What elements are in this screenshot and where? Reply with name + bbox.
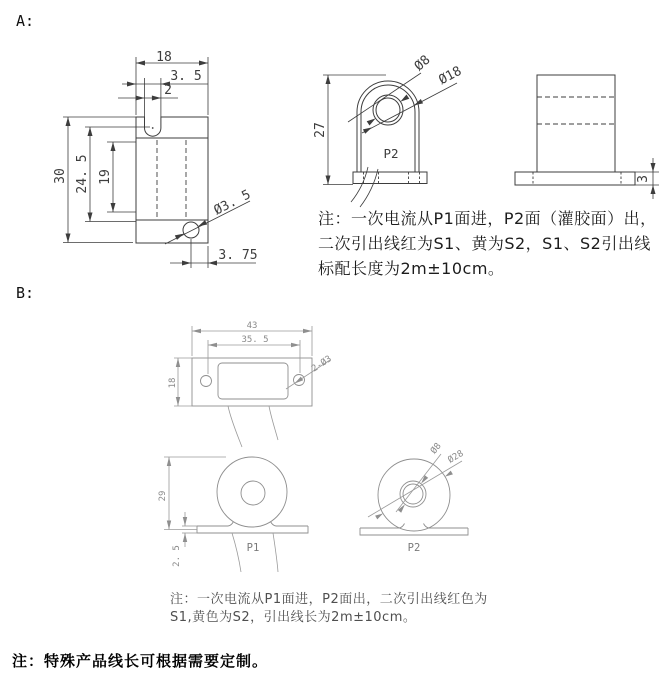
a-dim-inner-height-text: 19 <box>98 169 113 185</box>
a-dim-width-text: 18 <box>156 50 172 65</box>
b-p2-base <box>360 528 468 535</box>
a-side-wire <box>360 169 378 207</box>
a-dim-slot-offset-text: 3. 5 <box>170 69 202 84</box>
a-dim-hole-dia-text: Ø3. 5 <box>211 187 254 219</box>
a-dim-height-text: 30 <box>53 168 68 184</box>
b-p2-base-fillet <box>424 524 430 529</box>
a-side-view <box>313 53 464 207</box>
b-top-window <box>218 363 288 399</box>
b-p2-body-circle <box>378 459 450 531</box>
a-side-core-ring <box>373 95 403 125</box>
a-front-view <box>53 50 258 268</box>
a-dim-base-thickness-text: 3 <box>636 175 651 183</box>
note-b-line1: 注：一次电流从P1面进，P2面出，二次引出线红色为 <box>170 592 488 607</box>
note-a-line1: 注：一次电流从P1面进，P2面（灌胶面）出， <box>318 209 657 228</box>
b-dim-inner-width <box>208 335 300 374</box>
b-top-wire <box>228 406 242 447</box>
b-p1-hole <box>241 481 265 505</box>
b-dim-holes-text: 2-Ø3 <box>310 354 334 375</box>
a-side-base <box>353 172 427 184</box>
b-p1-base-fillet <box>228 522 234 527</box>
b-dim-holes <box>286 353 334 389</box>
b-dim-p1-height <box>158 457 226 530</box>
section-b-label: B: <box>16 284 35 302</box>
b-dim-p1-base-thickness-text: 2. 5 <box>172 545 182 567</box>
b-dim-depth <box>168 358 192 406</box>
b-p1-base-fillet <box>271 522 277 527</box>
b-dim-p1-height-text: 29 <box>158 490 168 502</box>
a-profile-view <box>515 75 659 199</box>
b-dim-width-text: 43 <box>246 321 258 331</box>
a-dim-height <box>53 117 136 243</box>
b-p1-wire <box>232 533 241 572</box>
b-top-mount-hole-left <box>201 376 212 387</box>
note-a <box>318 206 668 281</box>
b-p1-wire <box>273 533 278 572</box>
a-dim-inner-height <box>98 142 136 212</box>
b-top-wire <box>269 406 278 440</box>
a-dim-hole-offset-text: 3. 75 <box>218 248 258 263</box>
note-b <box>170 591 500 627</box>
section-a-label: A: <box>16 12 35 30</box>
note-b-line2: S1,黄色为S2，引出线长为2m±10cm。 <box>170 610 417 625</box>
a-dim-side-height <box>313 75 386 185</box>
b-p1-view <box>158 457 308 572</box>
a-side-core-hole <box>376 98 400 122</box>
b-p2-face-label: P2 <box>407 542 421 554</box>
a-dim-core-dia-text: Ø18 <box>436 63 465 89</box>
footer-note: 注：特殊产品线长可根据需要定制。 <box>12 652 269 670</box>
b-dim-p2-core-dia-text: Ø28 <box>446 448 466 466</box>
a-front-mount-hole <box>183 222 199 238</box>
b-p2-view <box>360 441 468 554</box>
a-dim-body-height-text: 24. 5 <box>75 154 90 194</box>
b-top-view <box>168 321 334 447</box>
b-p1-body-circle <box>217 457 287 527</box>
a-side-face-label: P2 <box>383 146 399 161</box>
b-dim-inner-width-text: 35. 5 <box>241 335 269 345</box>
a-dim-base-thickness <box>635 158 659 199</box>
b-p2-base-fillet <box>399 524 405 529</box>
a-dim-slot-width-text: 2 <box>164 83 172 98</box>
a-profile-body <box>537 75 615 172</box>
note-a-line3: 标配长度为2m±10cm。 <box>318 259 505 278</box>
b-dim-p1-base-thickness <box>172 512 197 567</box>
b-dim-depth-text: 18 <box>168 377 178 389</box>
a-front-slot-center-dot <box>152 127 154 129</box>
note-a-line2: 二次引出线红为S1、黄为S2，S1、S2引出线 <box>318 234 651 253</box>
a-dim-inner-dia-text: Ø8 <box>411 52 434 75</box>
a-front-body-outline <box>136 117 208 243</box>
a-dim-side-height-text: 27 <box>313 122 328 138</box>
a-dim-hole-dia <box>165 187 253 244</box>
b-p1-face-label: P1 <box>246 542 260 554</box>
b-dim-p2-inner-dia-text: Ø8 <box>429 441 444 457</box>
